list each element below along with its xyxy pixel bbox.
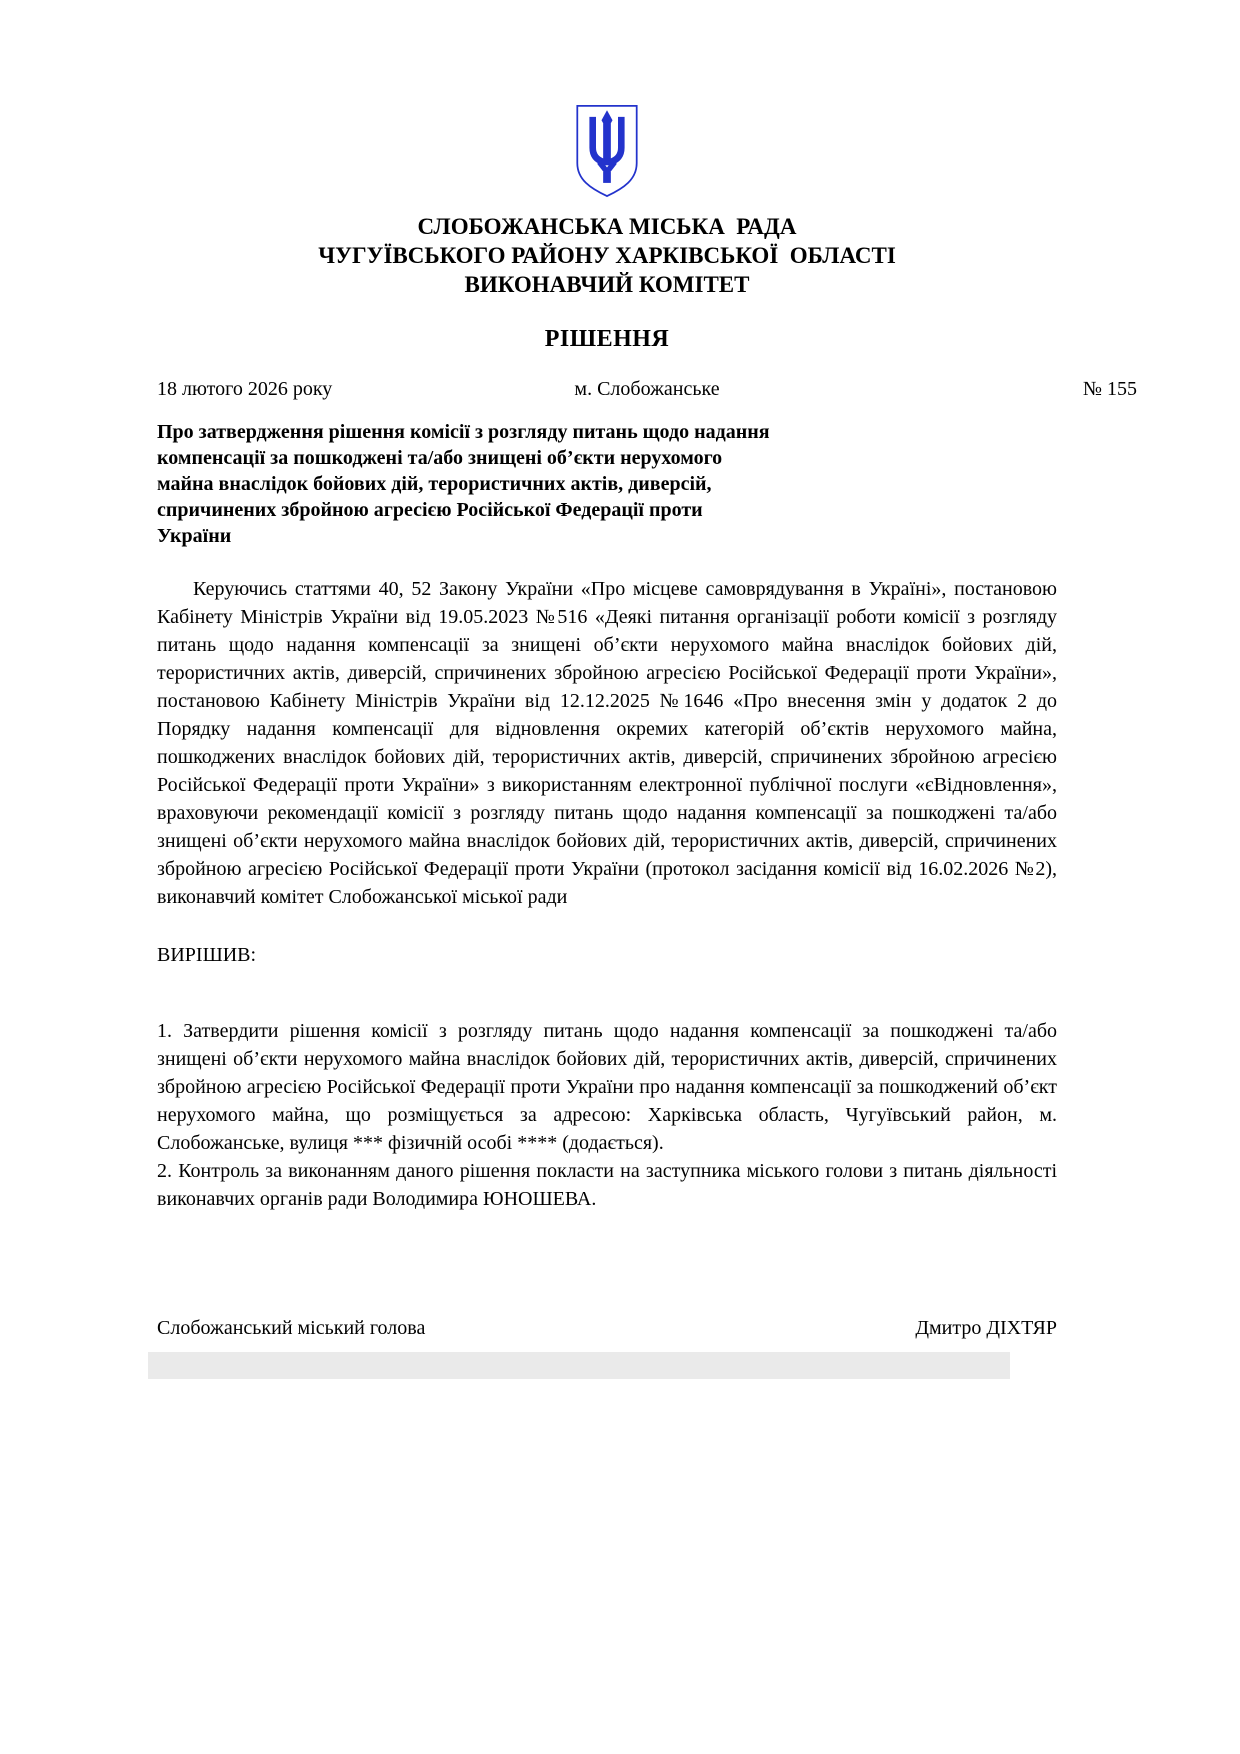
signature-title: Слобожанський міський голова [157, 1317, 426, 1339]
trident-icon [574, 103, 640, 199]
org-name-line3: ВИКОНАВЧИЙ КОМІТЕТ [464, 272, 750, 297]
org-name-line1: СЛОБОЖАНСЬКА МІСЬКА РАДА [417, 214, 797, 239]
document-meta-row [157, 378, 1137, 401]
document-number: № 155 [1082, 378, 1137, 400]
resolution-item-1: 1. Затвердити рішення комісії з розгляду питань щодо надання компенсації за пошкоджені та/або знищені об’єкти нерухомого майна внаслідок бойових дій, терористичних актів, диверсій, спричинених збройною агресією Російської Федерації проти України про надання компенсації за пошкоджений об’єкт нерухомого майна, що розміщується за адресою: Харківська область, Чугуївський район, м. Слобожанське, вулиця *** фізичній особі **** (додається). [157, 1020, 1057, 1154]
preamble-paragraph: Керуючись статтями 40, 52 Закону України «Про місцеве самоврядування в Україні», постановою Кабінету Міністрів України від 19.05.2023 №516 «Деякі питання організації роботи комісії з розгляду питань щодо надання компенсації за знищені об’єкти нерухомого майна внаслідок бойових дій, терористичних актів, диверсій, спричинених збройною агресією Російської Федерації проти України», постановою Кабінету Міністрів України від 12.12.2025 №1646 «Про внесення змін у додаток 2 до Порядку надання компенсації для відновлення окремих категорій об’єктів нерухомого майна, пошкоджених внаслідок бойових дій, терористичних актів, диверсій, спричинених збройною агресією Російської Федерації проти України» з використанням електронної публічної послуги «єВідновлення», враховуючи рекомендації комісії з розгляду питань щодо надання компенсації за пошкоджені та/або знищені об’єкти нерухомого майна внаслідок бойових дій, терористичних актів, диверсій, спричинених збройною агресією Російської Федерації проти України (протокол засідання комісії від 16.02.2026 №2), виконавчий комітет Слобожанської міської ради [157, 578, 1057, 908]
document-type-title: РІШЕННЯ [544, 326, 670, 352]
resolution-items [157, 1017, 1057, 1213]
redacted-area [148, 1352, 1010, 1379]
signature-name: Дмитро ДІХТЯР [915, 1317, 1057, 1339]
subject-paragraph: Про затвердження рішення комісії з розгляду питань щодо надання компенсації за пошкоджені та/або знищені об’єкти нерухомого майна внаслідок бойових дій, терористичних актів, диверсій, спричинених збройною агресією Російської Федерації проти України [157, 421, 770, 547]
signature-row [157, 1317, 1057, 1340]
resolution-item-2: 2. Контроль за виконанням даного рішення покласти на заступника міського голови з питань діяльності виконавчих органів ради Володимира ЮНОШЕВА. [157, 1160, 1057, 1210]
document-page [157, 0, 1137, 1379]
document-date: 18 лютого 2026 року [157, 378, 333, 400]
org-name-line2: ЧУГУЇВСЬКОГО РАЙОНУ ХАРКІВСЬКОЇ ОБЛАСТІ [318, 243, 896, 268]
ukraine-trident-emblem-icon [574, 103, 640, 204]
document-place: м. Слобожанське [574, 378, 720, 400]
resolved-label: ВИРІШИВ: [157, 944, 257, 966]
